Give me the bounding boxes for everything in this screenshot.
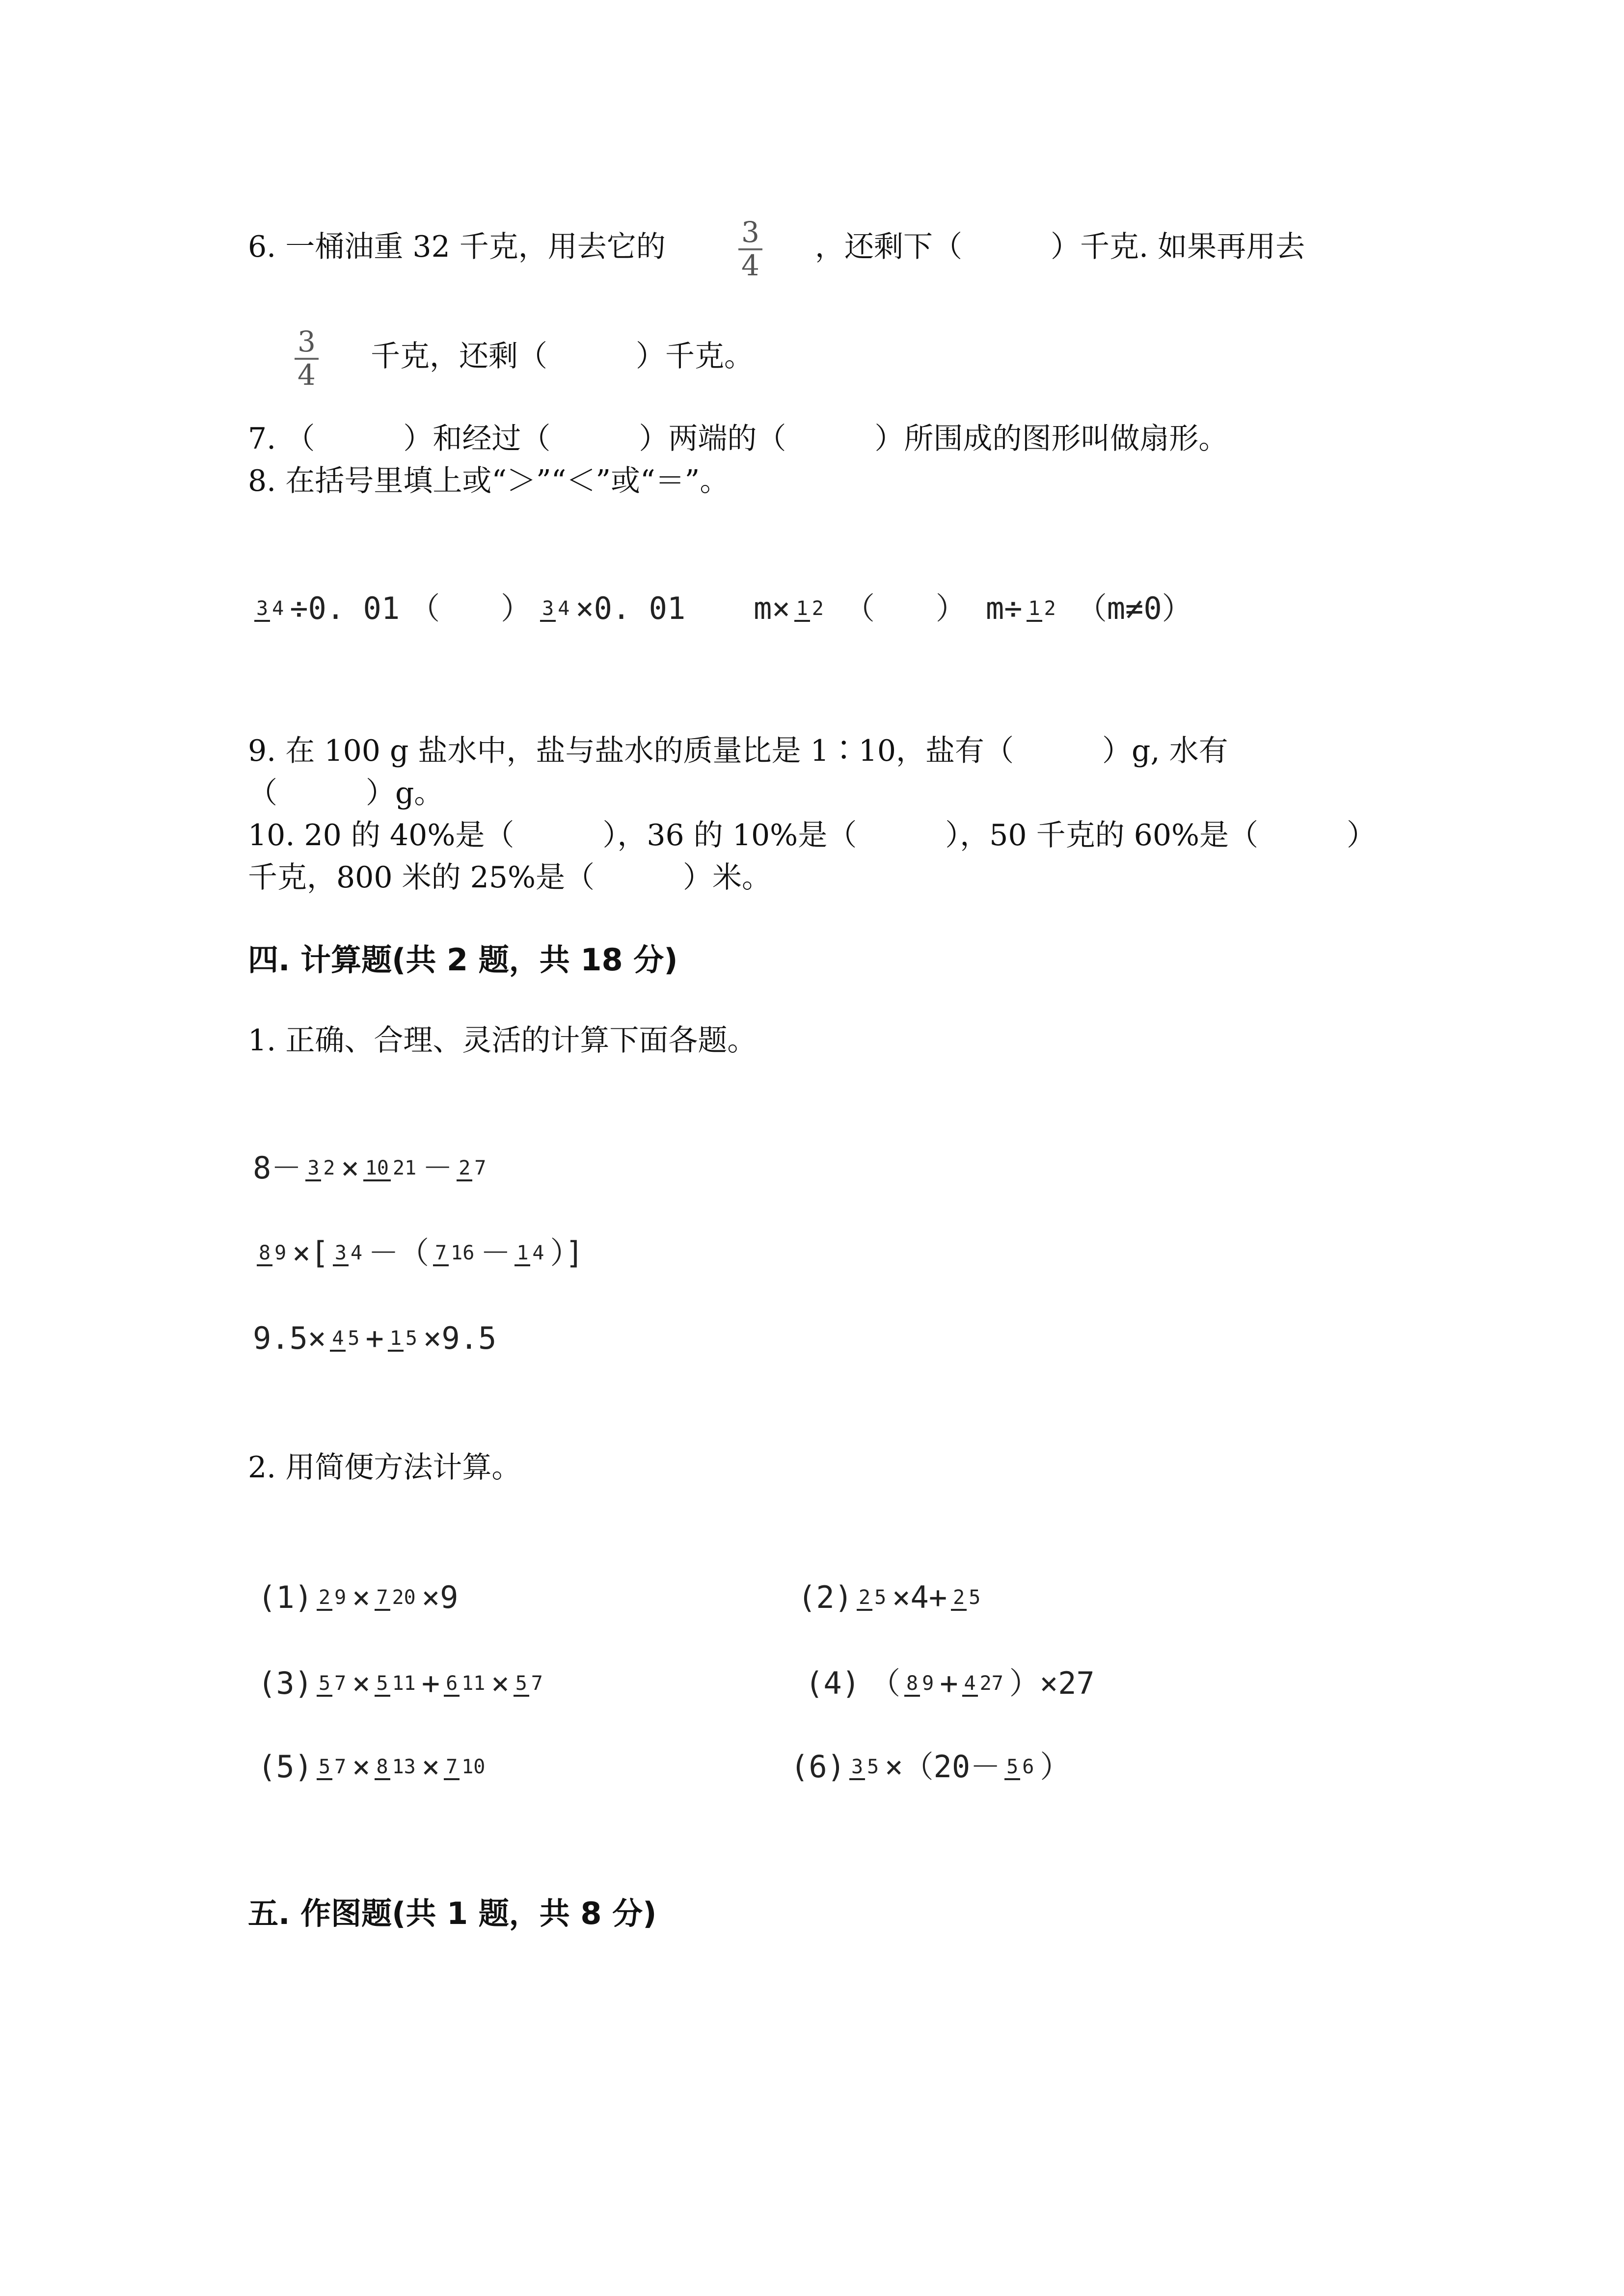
q6-line1-text-b: ，还剩下（ ）千克. 如果再用去 xyxy=(815,230,1305,264)
section-4-heading: 四. 计算题(共 2 题，共 18 分) xyxy=(248,942,678,978)
fraction: 5 7 xyxy=(317,1672,348,1695)
problem-3 xyxy=(258,1652,549,1715)
problem-1 xyxy=(258,1566,458,1629)
section-4-q1-text: 1. 正确、合理、灵活的计算下面各题。 xyxy=(248,1023,757,1058)
operator-text: × xyxy=(352,1579,371,1615)
operator-text: － xyxy=(480,1235,511,1271)
fraction: 2 5 xyxy=(857,1586,888,1609)
q6-line1-text: 6. 一桶油重 32 千克，用去它的 xyxy=(248,230,666,264)
section-4-q2-text: 2. 用简便方法计算。 xyxy=(248,1450,521,1485)
q6-fraction-1 xyxy=(738,217,762,282)
fraction: 5 6 xyxy=(1004,1756,1036,1778)
operator-text: 8－ xyxy=(253,1150,302,1186)
operator-text: × xyxy=(352,1749,371,1785)
operator-text: × xyxy=(352,1665,371,1701)
operator-text: m÷ xyxy=(985,590,1023,626)
operator-text: － xyxy=(422,1150,453,1186)
calc-expression-1 xyxy=(253,1136,492,1200)
operator-text: ）×27 xyxy=(1009,1665,1095,1701)
fraction-denominator: 4 xyxy=(741,248,759,282)
fraction-numerator: 3 xyxy=(295,326,319,360)
problem-label: (6) xyxy=(790,1749,845,1785)
problem-label: (1) xyxy=(258,1579,313,1615)
q8-text: 8. 在括号里填上或“＞”“＜”或“＝”。 xyxy=(248,464,730,498)
fraction: 1 5 xyxy=(388,1327,419,1350)
operator-text: ）] xyxy=(550,1235,584,1271)
fraction: 6 11 xyxy=(444,1672,487,1695)
fraction: 2 9 xyxy=(317,1586,348,1609)
problem-label: (5) xyxy=(258,1749,313,1785)
fraction: 3 4 xyxy=(540,597,571,620)
operator-text: × xyxy=(421,1749,440,1785)
problem-label: (3) xyxy=(258,1665,313,1701)
fraction: 3 5 xyxy=(849,1756,881,1778)
problem-5 xyxy=(258,1735,491,1799)
problem-label: (4) xyxy=(805,1665,860,1701)
calc-expression-3 xyxy=(253,1307,496,1370)
fraction: 5 11 xyxy=(375,1672,418,1695)
operator-text: × xyxy=(341,1150,359,1186)
fraction: 5 7 xyxy=(514,1672,545,1695)
operator-text: + xyxy=(421,1665,440,1701)
q8-expression-2 xyxy=(754,574,1192,643)
operator-text: 9.5× xyxy=(253,1320,326,1356)
operator-text: + xyxy=(940,1665,958,1701)
problem-4 xyxy=(805,1652,1095,1715)
operator-text: －（ xyxy=(368,1235,430,1271)
answer-blank: （ ） xyxy=(409,590,532,626)
fraction: 4 27 xyxy=(962,1672,1005,1695)
q9-line2: （ ）g。 xyxy=(248,776,444,810)
q7-text: 7. （ ）和经过（ ）两端的（ ）所围成的图形叫做扇形。 xyxy=(248,422,1228,456)
fraction: 1 4 xyxy=(514,1242,546,1264)
operator-text: ×0. 01 xyxy=(575,590,686,626)
fraction: 7 10 xyxy=(444,1756,487,1778)
q10-line1: 10. 20 的 40%是（ ），36 的 10%是（ ），50 千克的 60%是（ ） xyxy=(248,818,1377,853)
section-5-heading: 五. 作图题(共 1 题，共 8 分) xyxy=(248,1896,657,1931)
fraction: 7 20 xyxy=(375,1586,418,1609)
fraction: 3 4 xyxy=(333,1242,364,1264)
fraction: 2 7 xyxy=(457,1157,488,1179)
operator-text: ×[ xyxy=(292,1235,329,1271)
fraction: 1 2 xyxy=(794,597,826,620)
operator-text: × xyxy=(491,1665,510,1701)
problem-6 xyxy=(790,1735,1070,1799)
q6-line2-text: 千克，还剩（ ）千克。 xyxy=(371,339,754,374)
operator-text: ） xyxy=(1040,1749,1071,1785)
calc-expression-2 xyxy=(253,1221,584,1285)
fraction: 3 2 xyxy=(305,1157,337,1179)
q10-line2: 千克，800 米的 25%是（ ）米。 xyxy=(248,860,772,895)
fraction-denominator: 4 xyxy=(298,358,316,392)
operator-text: ×4+ xyxy=(892,1579,947,1615)
operator-text: （ xyxy=(869,1665,900,1701)
operator-text: ×9 xyxy=(421,1579,459,1615)
fraction: 8 13 xyxy=(375,1756,418,1778)
fraction-numerator: 3 xyxy=(738,217,762,250)
operator-text: + xyxy=(365,1320,384,1356)
fraction: 4 5 xyxy=(330,1327,361,1350)
operator-text: m× xyxy=(754,590,790,626)
q9-line1: 9. 在 100 g 盐水中，盐与盐水的质量比是 1∶10，盐有（ ）g, 水有 xyxy=(248,734,1228,768)
fraction: 7 16 xyxy=(433,1242,476,1264)
operator-text: ×9.5 xyxy=(423,1320,497,1356)
fraction: 1 2 xyxy=(1027,597,1058,620)
fraction: 5 7 xyxy=(317,1756,348,1778)
problem-2 xyxy=(798,1566,986,1629)
fraction: 10 21 xyxy=(363,1157,418,1179)
operator-text: ×（20－ xyxy=(885,1749,1001,1785)
fraction: 3 4 xyxy=(254,597,286,620)
fraction: 8 9 xyxy=(904,1672,936,1695)
operator-text: ÷0. 01 xyxy=(290,590,400,626)
condition-text: （m≠0） xyxy=(1076,590,1192,626)
answer-blank: （ ） xyxy=(844,590,966,626)
q8-expression-1 xyxy=(250,574,685,643)
problem-label: (2) xyxy=(798,1579,853,1615)
fraction: 8 9 xyxy=(257,1242,288,1264)
fraction: 2 5 xyxy=(951,1586,982,1609)
q6-fraction-2 xyxy=(295,326,319,391)
